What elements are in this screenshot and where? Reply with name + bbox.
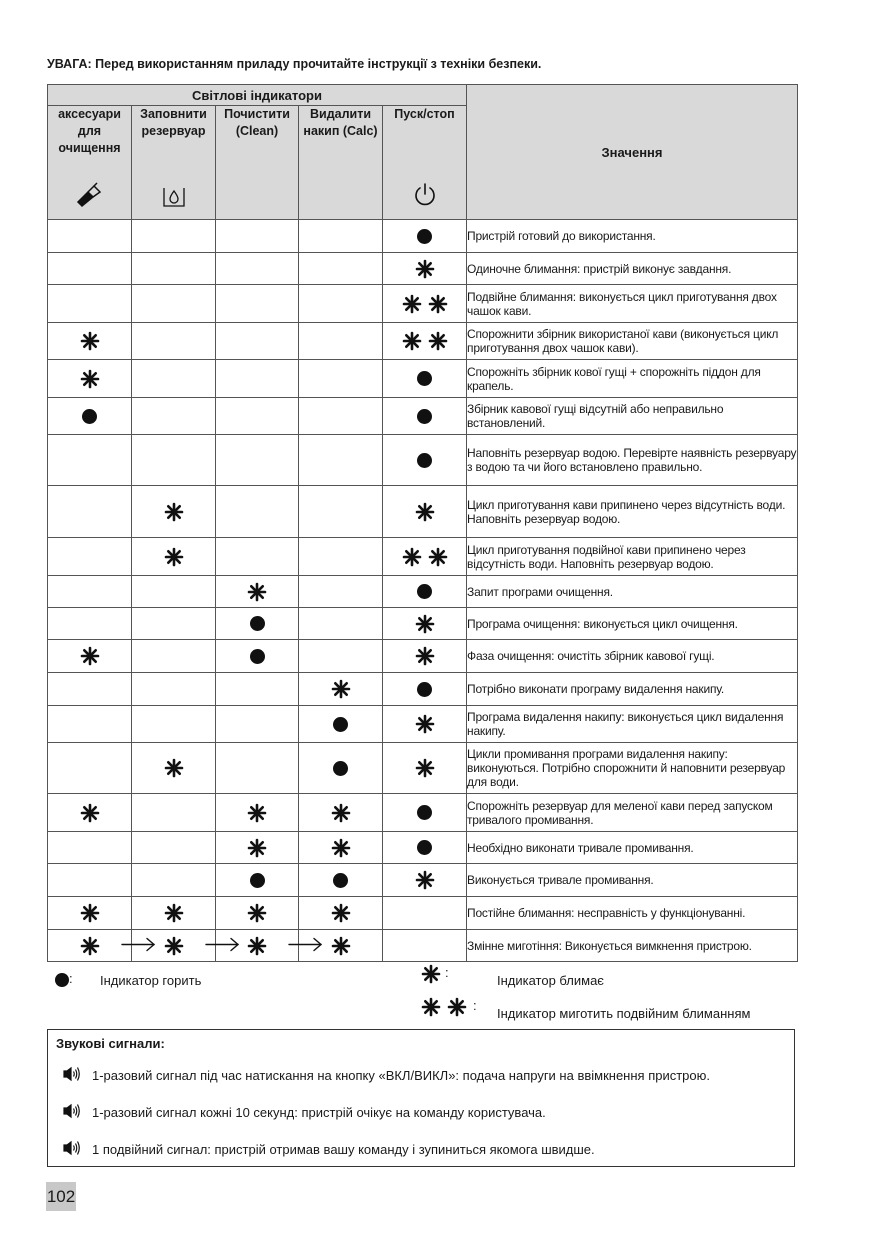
indicator-cell <box>132 743 216 794</box>
indicator-blink-icon <box>247 582 267 602</box>
meaning-text: Цикли промивання програми видалення накипу: виконуються. Потрібно спорожнити й наповнити резервуар для води. <box>467 743 798 794</box>
light-indicators-header: Світлові індикатори <box>48 85 467 106</box>
indicator-cell <box>132 398 216 435</box>
indicator-cell <box>48 360 132 398</box>
indicator-cell <box>216 398 299 435</box>
indicator-cell <box>299 897 383 930</box>
sound-signal-text: 1-разовий сигнал під час натискання на кнопку «ВКЛ/ВИКЛ»: подача напруги на ввімкнення пристрою. <box>92 1068 711 1083</box>
indicator-cell <box>216 832 299 864</box>
indicator-cell <box>299 673 383 706</box>
indicator-cell <box>383 360 467 398</box>
legend-double-separator: : <box>473 998 477 1014</box>
indicator-on-icon <box>417 805 432 820</box>
indicator-cell <box>383 253 467 285</box>
sound-signal-item <box>62 1140 595 1159</box>
indicator-blink-icon <box>247 838 267 858</box>
indicator-cell <box>132 897 216 930</box>
indicator-blink-icon <box>164 547 184 567</box>
indicator-blink-icon <box>80 646 100 666</box>
column-header <box>216 106 299 220</box>
meaning-text: Спорожнити збірник використаної кави (виконується цикл приготування двох чашок кави). <box>467 323 798 360</box>
indicator-blink-icon <box>415 870 435 890</box>
legend-on-separator: : <box>69 971 73 986</box>
indicator-cell <box>383 486 467 538</box>
indicator-cell <box>299 706 383 743</box>
indicator-on-icon <box>82 409 97 424</box>
indicator-cell <box>216 285 299 323</box>
sound-signals-box <box>47 1029 795 1167</box>
indicator-cell <box>216 360 299 398</box>
indicator-cell <box>48 673 132 706</box>
meaning-text: Спорожніть резервуар для меленої кави перед запуском тривалого промивання. <box>467 794 798 832</box>
meaning-text: Виконується тривале промивання. <box>467 864 798 897</box>
meaning-text: Цикл приготування подвійної кави припинено через відсутність води. Наповніть резервуар водою. <box>467 538 798 576</box>
indicator-blink-icon <box>331 679 351 699</box>
indicator-blink-icon <box>415 614 435 634</box>
indicator-cell <box>299 486 383 538</box>
indicator-cell <box>48 398 132 435</box>
indicator-cell <box>132 794 216 832</box>
indicator-cell <box>216 864 299 897</box>
indicator-cell <box>383 930 467 962</box>
indicator-cell <box>299 253 383 285</box>
indicator-on-icon <box>250 873 265 888</box>
indicator-cell <box>48 743 132 794</box>
indicator-blink-icon <box>421 964 441 984</box>
sound-signals-title: Звукові сигнали: <box>56 1036 165 1051</box>
meaning-text: Пристрій готовий до використання. <box>467 220 798 253</box>
table-row <box>48 360 798 398</box>
indicator-cell <box>299 576 383 608</box>
table-row <box>48 285 798 323</box>
indicator-blink-icon <box>415 502 435 522</box>
indicator-cell <box>299 864 383 897</box>
indicator-cell <box>216 794 299 832</box>
indicator-cell <box>216 323 299 360</box>
indicator-blink-icon <box>247 936 267 956</box>
indicator-cell <box>48 640 132 673</box>
indicator-cell <box>299 360 383 398</box>
indicator-cell <box>132 435 216 486</box>
indicator-blink-icon <box>415 646 435 666</box>
indicator-cell <box>383 398 467 435</box>
legend-double-blink <box>421 997 751 1021</box>
indicator-cell <box>299 220 383 253</box>
indicator-cell <box>48 253 132 285</box>
meaning-text: Запит програми очищення. <box>467 576 798 608</box>
indicator-cell <box>383 285 467 323</box>
table-row <box>48 864 798 897</box>
legend-blink-label: Індикатор блимає <box>497 973 604 988</box>
speaker-icon <box>62 1140 82 1159</box>
column-header <box>132 106 216 220</box>
indicator-cell <box>383 706 467 743</box>
indicator-cell <box>299 608 383 640</box>
table-row <box>48 253 798 285</box>
indicator-blink-icon <box>80 936 100 956</box>
indicator-double-blink-icon <box>402 547 448 567</box>
indicator-table <box>47 84 798 962</box>
indicator-cell <box>299 832 383 864</box>
indicator-on-icon <box>250 649 265 664</box>
indicator-cell <box>48 608 132 640</box>
indicator-cell <box>132 576 216 608</box>
indicator-cell <box>132 323 216 360</box>
page-number: 102 <box>46 1182 76 1211</box>
speaker-icon <box>62 1066 82 1085</box>
indicator-cell <box>299 435 383 486</box>
indicator-cell <box>132 360 216 398</box>
indicator-blink-icon <box>164 903 184 923</box>
indicator-cell <box>132 832 216 864</box>
indicator-cell <box>383 576 467 608</box>
sound-signal-text: 1 подвійний сигнал: пристрій отримав вашу команду і зупиниться якомога швидше. <box>92 1142 595 1157</box>
indicator-blink-icon <box>247 903 267 923</box>
meaning-text: Програма очищення: виконується цикл очищення. <box>467 608 798 640</box>
indicator-on-icon <box>333 761 348 776</box>
indicator-blink-icon <box>164 936 184 956</box>
column-header-label: аксесуари для очищення <box>58 107 121 155</box>
indicator-on-icon <box>417 453 432 468</box>
indicator-cell <box>48 930 132 962</box>
indicator-double-blink-icon <box>421 997 467 1017</box>
indicator-on-icon <box>417 371 432 386</box>
meaning-text: Змінне миготіння: Виконується вимкнення пристрою. <box>467 930 798 962</box>
meaning-text: Наповніть резервуар водою. Перевірте наявність резервуару з водою та чи його встановлено правильно. <box>467 435 798 486</box>
table-row <box>48 576 798 608</box>
sound-signal-item <box>62 1103 546 1122</box>
column-header <box>299 106 383 220</box>
indicator-cell <box>383 794 467 832</box>
indicator-blink-icon <box>80 369 100 389</box>
indicator-blink-icon <box>331 803 351 823</box>
legend-on <box>55 971 202 988</box>
indicator-cell <box>216 576 299 608</box>
table-row <box>48 398 798 435</box>
meaning-text: Збірник кавової гущі відсутній або неправильно встановлений. <box>467 398 798 435</box>
indicator-on-icon <box>333 717 348 732</box>
indicator-cell <box>48 323 132 360</box>
indicator-cell <box>48 832 132 864</box>
indicator-cell <box>216 608 299 640</box>
meaning-text: Потрібно виконати програму видалення накипу. <box>467 673 798 706</box>
indicator-cell <box>48 706 132 743</box>
column-header-label: Заповнити резервуар <box>140 107 207 138</box>
indicator-cell <box>48 285 132 323</box>
arrow-right-icon <box>288 936 324 955</box>
indicator-cell <box>383 897 467 930</box>
indicator-cell <box>383 864 467 897</box>
indicator-cell <box>299 538 383 576</box>
indicator-on-icon <box>417 409 432 424</box>
indicator-cell <box>216 486 299 538</box>
indicator-cell <box>216 673 299 706</box>
indicator-cell <box>132 486 216 538</box>
indicator-cell <box>216 706 299 743</box>
power-icon <box>383 182 466 213</box>
indicator-blink-icon <box>331 838 351 858</box>
indicator-blink-icon <box>331 903 351 923</box>
table-row <box>48 640 798 673</box>
meaning-text: Спорожніть збірник кової гущі + спорожніть піддон для крапель. <box>467 360 798 398</box>
meaning-text: Необхідно виконати тривале промивання. <box>467 832 798 864</box>
indicator-on-icon <box>250 616 265 631</box>
water-tank-icon <box>132 184 215 213</box>
indicator-cell <box>132 864 216 897</box>
indicator-cell <box>216 435 299 486</box>
indicator-blink-icon <box>80 803 100 823</box>
indicator-cell <box>216 253 299 285</box>
column-header <box>48 106 132 220</box>
indicator-blink-icon <box>164 502 184 522</box>
indicator-cell <box>48 538 132 576</box>
meaning-text: Цикл приготування кави припинено через відсутність води. Наповніть резервуар водою. <box>467 486 798 538</box>
indicator-cell <box>48 897 132 930</box>
speaker-icon <box>62 1103 82 1122</box>
indicator-blink-icon <box>331 936 351 956</box>
legend-on-label: Індикатор горить <box>100 973 202 988</box>
table-row <box>48 743 798 794</box>
column-header-label: Почистити (Clean) <box>224 107 290 138</box>
legend-blink-separator: : <box>445 965 449 981</box>
indicator-cell <box>132 640 216 673</box>
table-row <box>48 897 798 930</box>
table-row <box>48 538 798 576</box>
indicator-cell <box>132 608 216 640</box>
indicator-blink-icon <box>247 803 267 823</box>
indicator-blink-icon <box>80 331 100 351</box>
meaning-text: Постійне блимання: несправність у функціонуванні. <box>467 897 798 930</box>
indicator-cell <box>48 576 132 608</box>
indicator-cell <box>383 743 467 794</box>
meaning-text: Подвійне блимання: виконується цикл приготування двох чашок кави. <box>467 285 798 323</box>
arrow-right-icon <box>205 936 241 955</box>
indicator-double-blink-icon <box>402 331 448 351</box>
indicator-cell <box>48 486 132 538</box>
indicator-cell <box>299 323 383 360</box>
indicator-cell <box>132 220 216 253</box>
indicator-on-icon <box>55 973 69 987</box>
indicator-cell <box>383 435 467 486</box>
indicator-cell <box>48 220 132 253</box>
indicator-blink-icon <box>164 758 184 778</box>
table-row <box>48 794 798 832</box>
indicator-cell <box>216 743 299 794</box>
table-row <box>48 220 798 253</box>
indicator-cell <box>383 220 467 253</box>
table-row <box>48 673 798 706</box>
column-header-label: Видалити накип (Calc) <box>303 107 378 138</box>
table-row <box>48 832 798 864</box>
indicator-cell <box>383 323 467 360</box>
indicator-cell <box>216 538 299 576</box>
indicator-cell <box>216 897 299 930</box>
indicator-cell <box>132 673 216 706</box>
table-row <box>48 486 798 538</box>
table-row <box>48 435 798 486</box>
sound-signal-text: 1-разовий сигнал кожні 10 секунд: пристрій очікує на команду користувача. <box>92 1105 546 1120</box>
meaning-header: Значення <box>467 85 798 220</box>
cleaning-brush-icon <box>48 182 131 213</box>
indicator-on-icon <box>417 682 432 697</box>
indicator-cell <box>132 706 216 743</box>
indicator-cell <box>383 673 467 706</box>
table-row <box>48 608 798 640</box>
indicator-cell <box>48 864 132 897</box>
indicator-cell <box>132 253 216 285</box>
meaning-text: Одиночне блимання: пристрій виконує завдання. <box>467 253 798 285</box>
column-header-label: Пуск/стоп <box>394 107 455 121</box>
indicator-cell <box>383 832 467 864</box>
indicator-on-icon <box>333 873 348 888</box>
indicator-blink-icon <box>415 259 435 279</box>
legend-blink <box>421 964 604 988</box>
legend-double-label: Індикатор миготить подвійним блиманням <box>497 1006 751 1021</box>
indicator-cell <box>132 285 216 323</box>
indicator-cell <box>383 608 467 640</box>
indicator-cell <box>383 640 467 673</box>
indicator-blink-icon <box>415 758 435 778</box>
indicator-cell <box>216 220 299 253</box>
indicator-blink-icon <box>415 714 435 734</box>
meaning-text: Фаза очищення: очистіть збірник кавової гущі. <box>467 640 798 673</box>
safety-warning: УВАГА: Перед використанням приладу прочитайте інструкції з техніки безпеки. <box>47 57 542 71</box>
meaning-text: Програма видалення накипу: виконується цикл видалення накипу. <box>467 706 798 743</box>
indicator-on-icon <box>417 584 432 599</box>
indicator-on-icon <box>417 840 432 855</box>
indicator-cell <box>48 794 132 832</box>
indicator-cell <box>299 794 383 832</box>
indicator-cell <box>132 538 216 576</box>
sound-signal-item <box>62 1066 710 1085</box>
indicator-double-blink-icon <box>402 294 448 314</box>
indicator-blink-icon <box>80 903 100 923</box>
indicator-cell <box>299 640 383 673</box>
indicator-cell <box>299 285 383 323</box>
indicator-on-icon <box>417 229 432 244</box>
arrow-right-icon <box>121 936 157 955</box>
indicator-cell <box>216 640 299 673</box>
column-header <box>383 106 467 220</box>
table-row <box>48 930 798 962</box>
indicator-cell <box>299 743 383 794</box>
indicator-cell <box>299 398 383 435</box>
indicator-cell <box>383 538 467 576</box>
table-row <box>48 323 798 360</box>
table-row <box>48 706 798 743</box>
indicator-cell <box>48 435 132 486</box>
